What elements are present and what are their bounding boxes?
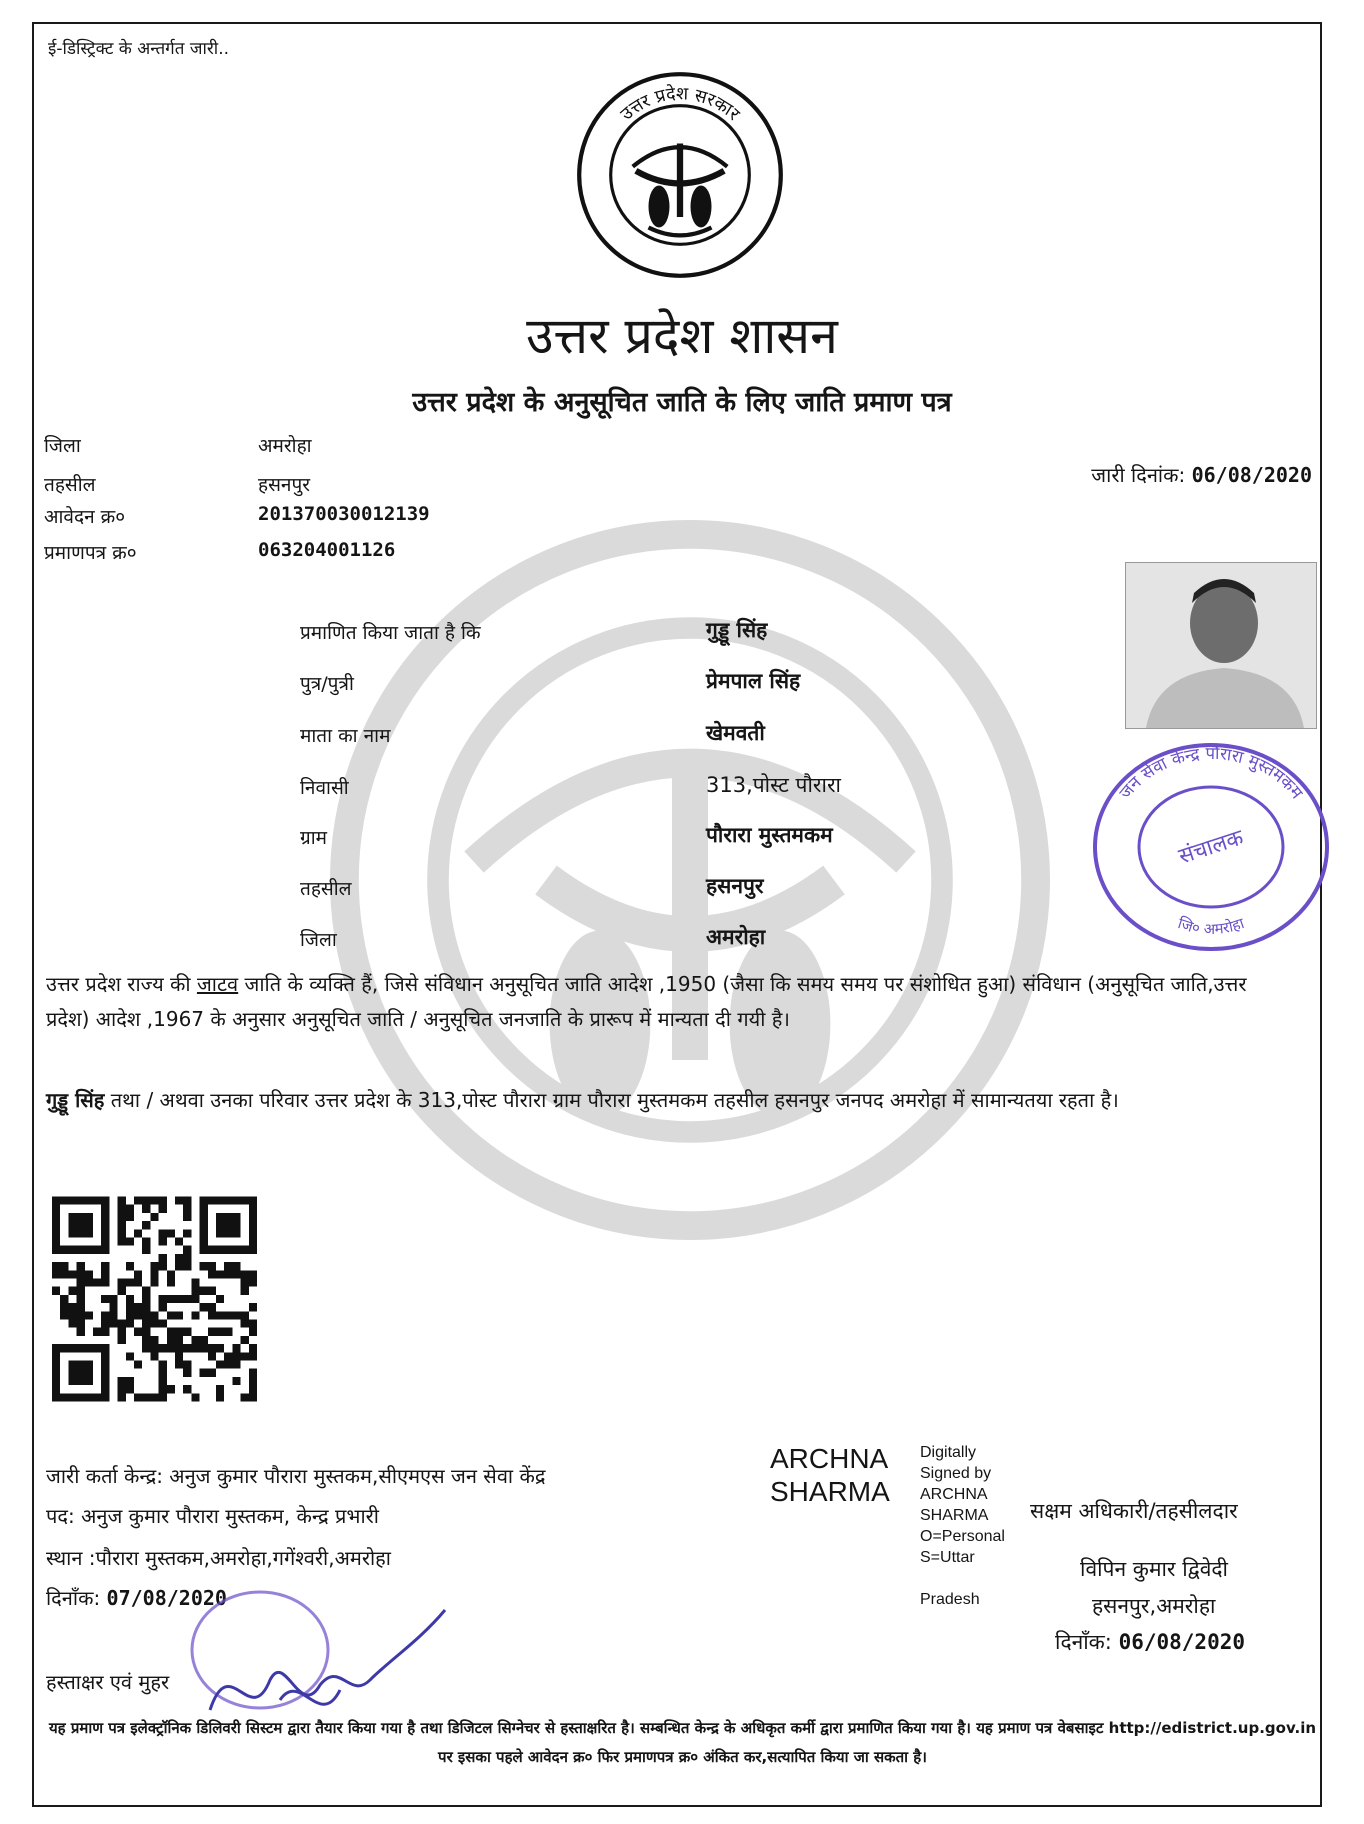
- digital-signer-name: [770, 1442, 890, 1508]
- district-value: अमरोहा: [258, 435, 312, 457]
- svg-text:जि० अमरोहा: [1176, 914, 1248, 938]
- authority-date-value: 06/08/2020: [1118, 1630, 1246, 1654]
- village-value: पौरारा मुस्तमकम: [706, 823, 833, 847]
- parent-label: पुत्र/पुत्री: [300, 673, 354, 695]
- caste-statement-prefix: उत्तर प्रदेश राज्य की: [46, 972, 197, 996]
- district-label: जिला: [44, 435, 81, 457]
- residence-statement-body: तथा / अथवा उनका परिवार उत्तर प्रदेश के 313,पोस्ट पौरारा ग्राम पौरारा मुस्तमकम तहसील हसनपुर जनपद अमरोहा में सामान्यतया रहता है।: [104, 1088, 1119, 1112]
- authority-name: विपिन कुमार द्विवेदी: [1080, 1557, 1228, 1581]
- stamp-top-text: जन सेवा केन्द्र पौरारा मुस्तमकम: [1115, 743, 1307, 804]
- stamp-bottom-text: जि० अमरोहा: [1175, 914, 1247, 939]
- ds-line-2: Signed by: [920, 1465, 992, 1482]
- signer-name-line-2: SHARMA: [770, 1476, 890, 1507]
- residence-statement-name: गुड्डू सिंह: [46, 1088, 105, 1112]
- tehsil-label: तहसील: [44, 474, 96, 496]
- header-note: ई-डिस्ट्रिक्ट के अन्तर्गत जारी..: [48, 39, 230, 59]
- signature-seal-label: हस्ताक्षर एवं मुहर: [46, 1670, 170, 1694]
- svg-text:उत्तर प्रदेश सरकार: [616, 83, 744, 125]
- ds-line-3: ARCHNA: [920, 1486, 988, 1503]
- verification-note: यह प्रमाण पत्र इलेक्ट्रॉनिक डिलिवरी सिस्टम द्वारा तैयार किया गया है तथा डिजिटल सिग्नेचर से हस्ताक्षरित है। सम्बन्धित केन्द्र के अधिकृत कर्मी द्वारा प्रमाणित किया गया है। यह प्रमाण पत्र वेबसाइट http://edistrict.up.gov.in पर इसका पहले आवेदन क्र० फिर प्रमाणपत्र क्र० अंकित कर,सत्यापित किया जा सकता है।: [48, 1719, 1317, 1766]
- authority-date: [1055, 1628, 1245, 1656]
- authority-place: हसनपुर,अमरोहा: [1092, 1594, 1216, 1618]
- details-district-label: जिला: [300, 929, 337, 951]
- certify-label: प्रमाणित किया जाता है कि: [300, 622, 481, 644]
- authority-title: सक्षम अधिकारी/तहसीलदार: [1030, 1499, 1238, 1523]
- details-district-value: अमरोहा: [706, 925, 766, 949]
- ds-line-5: O=Personal: [920, 1528, 1005, 1545]
- document-subtitle: उत्तर प्रदेश के अनुसूचित जाति के लिए जाति प्रमाण पत्र: [412, 387, 952, 418]
- resident-label: निवासी: [300, 777, 349, 799]
- application-number-label: आवेदन क्र०: [44, 506, 126, 528]
- issuer-date-label: दिनाँक:: [46, 1586, 101, 1610]
- signer-name-line-1: ARCHNA: [770, 1443, 889, 1474]
- person-photo-icon: [1126, 563, 1316, 728]
- caste-name: जाटव: [196, 972, 239, 996]
- ds-line-4: SHARMA: [920, 1507, 989, 1524]
- qr-code-icon: [52, 1195, 257, 1403]
- digital-signature-details: [920, 1442, 1005, 1610]
- village-label: ग्राम: [300, 827, 327, 849]
- ds-line-7: [920, 1568, 1005, 1589]
- issuer-place: स्थान :पौरारा मुस्तकम,अमरोहा,गगेंश्वरी,अमरोहा: [46, 1546, 391, 1570]
- resident-value: 313,पोस्ट पौरारा: [706, 773, 841, 797]
- ds-line-8: Pradesh: [920, 1591, 980, 1608]
- issue-date: [1091, 461, 1312, 488]
- up-government-emblem-icon: [575, 70, 785, 280]
- residence-statement: [46, 1083, 1296, 1118]
- issuer-date-value: 07/08/2020: [106, 1586, 227, 1610]
- caste-statement-body: जाति के व्यक्ति हैं, जिसे संविधान अनुसूचित जाति आदेश ,1950 (जैसा कि समय समय पर संशोधित हुआ) संविधान (अनुसूचित जाति,उत्तर प्रदेश) आदेश ,1967 के अनुसार अनुसूचित जाति / अनुसूचित जनजाति के प्रारूप में मान्यता दी गयी है।: [46, 972, 1247, 1031]
- document-title: उत्तर प्रदेश शासन: [526, 307, 838, 365]
- authority-date-label: दिनाँक:: [1055, 1630, 1112, 1654]
- applicant-name: गुड्डू सिंह: [706, 618, 768, 642]
- svg-text:जन सेवा केन्द्र पौरारा मुस्तमक: [1116, 743, 1307, 804]
- ds-line-1: Digitally: [920, 1444, 977, 1461]
- mother-label: माता का नाम: [300, 725, 391, 747]
- details-tehsil-value: हसनपुर: [706, 874, 764, 898]
- certificate-number-value: 063204001126: [258, 539, 396, 561]
- certificate-number-label: प्रमाणपत्र क्र०: [44, 542, 137, 564]
- tehsil-value: हसनपुर: [258, 474, 311, 496]
- stamp-center-text: संचालक: [1175, 825, 1247, 870]
- issue-date-label: जारी दिनांक:: [1091, 463, 1186, 487]
- issuing-center: जारी कर्ता केन्द्र: अनुज कुमार पौरारा मुस्तकम,सीएमएस जन सेवा केंद्र: [46, 1464, 546, 1488]
- jan-seva-kendra-stamp-icon: [1090, 740, 1332, 955]
- emblem-caption: उत्तर प्रदेश सरकार: [616, 83, 744, 125]
- application-number-value: 201370030012139: [258, 503, 430, 525]
- issuer-designation: पद: अनुज कुमार पौरारा मुस्तकम, केन्द्र प्रभारी: [46, 1504, 379, 1528]
- issue-date-value: 06/08/2020: [1191, 463, 1312, 487]
- details-tehsil-label: तहसील: [300, 878, 352, 900]
- ds-line-6: S=Uttar: [920, 1549, 975, 1566]
- mother-name: खेमवती: [706, 721, 765, 745]
- parent-name: प्रेमपाल सिंह: [706, 669, 801, 693]
- caste-statement: [46, 967, 1296, 1037]
- applicant-photo: [1125, 562, 1317, 729]
